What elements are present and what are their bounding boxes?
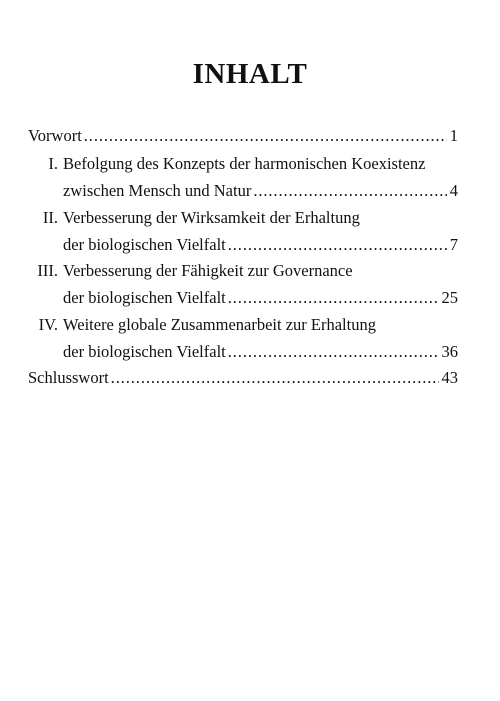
toc-entry-4-line-2 xyxy=(63,340,458,364)
toc-page-number: 4 xyxy=(449,181,458,200)
toc-page-number: 25 xyxy=(441,288,458,307)
leader-dots xyxy=(253,179,446,203)
toc-entry-number: IV. xyxy=(38,315,58,334)
toc-page-number: 7 xyxy=(449,235,458,254)
toc-page-number: 43 xyxy=(441,368,458,387)
toc-entry-title: Weitere globale Zusammenarbeit zur Erhaltung xyxy=(63,315,376,334)
toc-page-number: 36 xyxy=(441,342,458,361)
leader-dots xyxy=(228,340,439,364)
leader-dots xyxy=(84,124,447,148)
toc-entry-3-line-2 xyxy=(63,286,458,310)
toc-entry-number: II. xyxy=(42,208,58,227)
toc-entry-title-continued: der biologischen Vielfalt xyxy=(63,288,226,307)
toc-entry-title: Verbesserung der Wirksamkeit der Erhaltung xyxy=(63,208,360,227)
toc-page-number: 1 xyxy=(449,126,458,145)
toc-entry-schlusswort xyxy=(28,366,458,390)
toc-entry-vorwort xyxy=(28,124,458,148)
toc-entry-title-continued: der biologischen Vielfalt xyxy=(63,235,226,254)
toc-entry-title: Befolgung des Konzepts der harmonischen Koexistenz xyxy=(63,154,426,173)
toc-entry-title: Verbesserung der Fähigkeit zur Governance xyxy=(63,261,353,280)
toc-entry-title-continued: der biologischen Vielfalt xyxy=(63,342,226,361)
leader-dots xyxy=(228,233,447,257)
toc-entry-2-line-2 xyxy=(63,233,458,257)
toc-entry-4-line-1 xyxy=(28,313,458,337)
toc-entry-1-line-1 xyxy=(28,152,458,176)
leader-dots xyxy=(111,366,439,390)
toc-entry-title-continued: zwischen Mensch und Natur xyxy=(63,181,252,200)
toc-entry-number: I. xyxy=(48,154,58,173)
toc-entry-number: III. xyxy=(37,261,58,280)
toc-entry-1-line-2 xyxy=(63,179,458,203)
toc-title: INHALT xyxy=(192,58,308,90)
leader-dots xyxy=(228,286,439,310)
toc-entry-2-line-1 xyxy=(28,206,458,230)
toc-entry-3-line-1 xyxy=(28,259,458,283)
toc-entry-title: Schlusswort xyxy=(28,368,109,387)
toc-entry-title: Vorwort xyxy=(28,126,82,145)
